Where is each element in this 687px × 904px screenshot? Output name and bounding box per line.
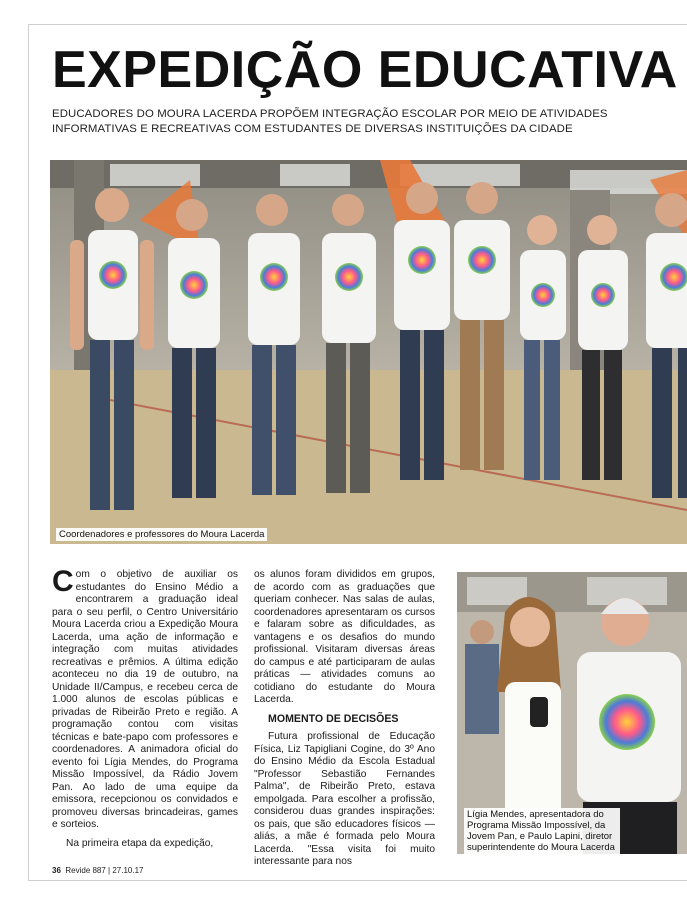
page-number: 36 xyxy=(52,866,61,875)
main-photo-caption: Coordenadores e professores do Moura Lacerda xyxy=(56,528,267,541)
paragraph-4: Futura profissional de Educação Física, Liz Tapigliani Cogine, do 3º Ano do Ensino Médio da Escola Estadual "Professor Sebastião Fernandes Palma", de Ribeirão Preto, estava empolgada. Para escolher a profissão, considerou duas grandes inspirações: os pais, que são educadores físicos — aliás, a mãe é formada pelo Moura Lacerda. "Essa visita foi muito interessante para nos xyxy=(254,731,435,867)
paragraph-3: os alunos foram divididos em grupos, de acordo com as graduações que queriam conhecer. Nas salas de aulas, coordenadores apresentaram os cursos e falaram sobre as dificuldades, as vantagens e os desafios do mundo profissional. Visitaram diversas áreas do campus e até participaram de aulas práticas — atividades comuns ao cotidiano do estudante do Moura Lacerda. xyxy=(254,569,435,705)
section-heading: MOMENTO DE DECISÕES xyxy=(268,712,399,725)
page-footer xyxy=(52,866,144,875)
page-border-bottom xyxy=(28,880,687,881)
article-column-2 xyxy=(254,569,435,875)
paragraph-intro xyxy=(52,565,238,832)
group-photo xyxy=(50,160,687,544)
article-column-1 xyxy=(52,565,238,856)
page-border-top xyxy=(28,24,687,25)
publication-info: Revide 887 | 27.10.17 xyxy=(65,866,144,875)
article-title: EXPEDIÇÃO EDUCATIVA xyxy=(52,41,678,99)
paragraph-intro-text: om o objetivo de auxiliar os estudantes do Ensino Médio a encontrarem a graduação ideal para o seu perfil, o Centro Universitário Moura Lacerda criou a Expedição Moura Lacerda, uma ação de informação e integração com muitas atividades recreativas e prêmios. A última edição aconteceu no dia 19 de outubro, na Unidade II/Campus, e recebeu cerca de 1.000 alunos de escolas públicas e privadas de Ribeirão Preto e região. A programação contou com visitas técnicas e bate-papo com professores e coordenadores. A animadora oficial do evento foi Lígia Mendes, do Programa Missão Impossível, da Rádio Jovem Pan. Ao lado de uma equipe da emissora, recepcionou os convidados e promoveu diversas brincadeiras, games e sorteios. xyxy=(52,569,238,830)
paragraph-2: Na primeira etapa da expedição, xyxy=(66,837,214,849)
page-border-left xyxy=(28,24,29,880)
side-photo-caption: Lígia Mendes, apresentadora do Programa Missão Impossível, da Jovem Pan, e Paulo Lapini, diretor superintendente do Moura Lacerda xyxy=(464,808,620,854)
article-subtitle: EDUCADORES DO MOURA LACERDA PROPÕEM INTEGRAÇÃO ESCOLAR POR MEIO DE ATIVIDADES INFORMATIVAS E RECREATIVAS COM ESTUDANTES DE DIVERSAS INSTITUIÇÕES DA CIDADE xyxy=(52,108,608,135)
drop-cap: C xyxy=(52,565,74,598)
